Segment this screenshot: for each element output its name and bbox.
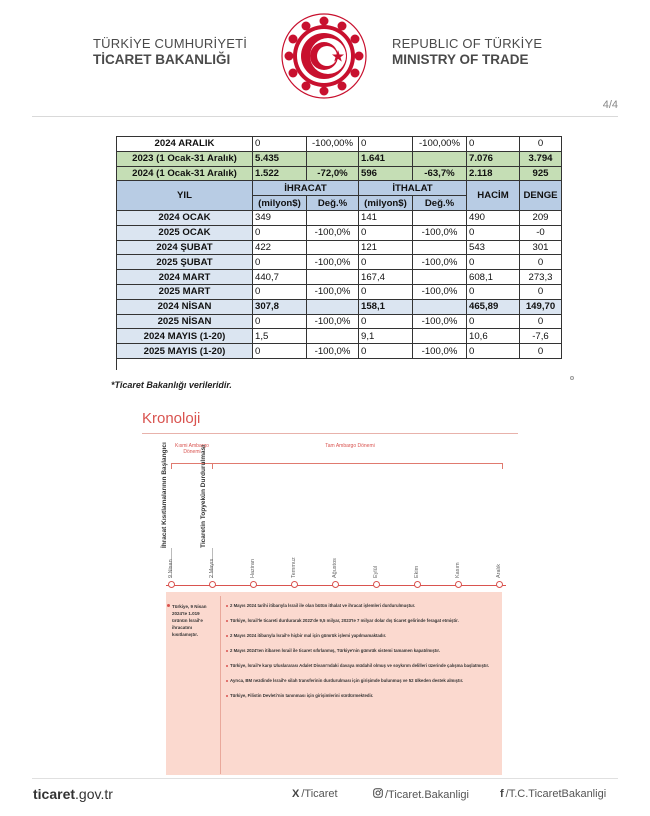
cell-import-change [413,151,467,166]
table-row [117,225,562,240]
cell-volume: 0 [467,314,520,329]
chronology-item: Türkiye, İsrail'e karşı Uluslararası Adalet Divanı'ndaki davaya müdahil olmuş ve soykırım delilleri üzerinde çalışma başlatmıştır. [226,662,496,670]
row-label: 2024 ARALIK [117,137,253,152]
event-export-restrictions: İhracat Kısıtlamalarının Başlangıcı [161,442,168,548]
x-handle: /Ticaret [301,788,338,800]
cell-volume: 2.118 [467,166,520,181]
cell-volume: 543 [467,240,520,255]
table-row [117,344,562,359]
table-row [117,166,562,181]
timeline-dot [250,581,257,588]
header-left [93,36,253,68]
page-number: 4/4 [602,99,618,111]
cell-volume: 10,6 [467,329,520,344]
cell-balance: 0 [520,344,562,359]
row-label: 2024 MAYIS (1-20) [117,329,253,344]
header-left-line2: TİCARET BAKANLIĞI [93,52,231,67]
instagram-icon [373,788,383,801]
website-bold: ticaret [33,786,76,802]
subheader-import-million: (milyon$) [359,196,413,211]
cell-export: 0 [253,314,307,329]
timeline-dot [496,581,503,588]
cell-export: 0 [253,225,307,240]
chronology-item: 2 Mayıs 2024 tarihi itibarıyla İsrail ile olan bütün ithalat ve ihracat işlemleri durdurulmuştur. [226,602,496,610]
trade-table [116,136,562,370]
cell-export: 307,8 [253,299,307,314]
cell-balance: 209 [520,210,562,225]
cell-import: 0 [359,255,413,270]
row-label: 2025 NİSAN [117,314,253,329]
cell-export: 1,5 [253,329,307,344]
cell-import: 0 [359,344,413,359]
cell-export-change [307,299,359,314]
cell-import: 596 [359,166,413,181]
cell-import: 121 [359,240,413,255]
row-label: 2025 MAYIS (1-20) [117,344,253,359]
table-row [117,151,562,166]
row-label: 2024 ŞUBAT [117,240,253,255]
cell-import: 167,4 [359,270,413,285]
footer-website[interactable] [33,786,113,802]
chronology-items [226,602,496,707]
timeline-dot [291,581,298,588]
month-label: Eylül [373,566,379,578]
cell-export: 0 [253,255,307,270]
table-row [117,329,562,344]
table-tail-row [117,358,562,370]
cell-export: 0 [253,344,307,359]
cell-volume: 608,1 [467,270,520,285]
cell-volume: 0 [467,255,520,270]
table-row [117,137,562,152]
phase-full-bracket [213,463,503,469]
table-row [117,314,562,329]
header-export: İHRACAT [253,181,359,196]
cell-import-change [413,270,467,285]
chronology-separator [220,596,221,774]
row-label: 2024 NİSAN [117,299,253,314]
month-label: Ekim [414,565,420,578]
header-year: YIL [117,181,253,211]
chronology-title: Kronoloji [142,410,201,427]
cell-export: 0 [253,284,307,299]
cell-import-change [413,329,467,344]
cell-export-change: -100,0% [307,284,359,299]
cell-balance: 0 [520,255,562,270]
cell-export-change: -100,00% [307,137,359,152]
cell-import: 0 [359,314,413,329]
cell-import-change: -100,00% [413,137,467,152]
chronology-item: Türkiye, Filistin Devleti'nin tanınması için girişimlerini sürdürmektedir. [226,692,496,700]
cell-export-change [307,210,359,225]
cell-export-change [307,240,359,255]
month-label: Temmuz [291,557,297,578]
cell-volume: 0 [467,284,520,299]
bullet-dot [167,604,170,607]
cell-import: 0 [359,284,413,299]
cell-export-change: -72,0% [307,166,359,181]
cell-export: 5.435 [253,151,307,166]
cell-import-change [413,240,467,255]
table-row [117,255,562,270]
footer-facebook-link[interactable] [500,788,606,800]
cell-volume: 0 [467,225,520,240]
cell-balance: 149,70 [520,299,562,314]
cell-export-change [307,151,359,166]
cell-import: 0 [359,137,413,152]
header-divider [32,116,618,117]
cell-import: 158,1 [359,299,413,314]
cell-import: 141 [359,210,413,225]
cell-import-change: -63,7% [413,166,467,181]
cell-volume: 490 [467,210,520,225]
row-label: 2023 (1 Ocak-31 Aralık) [117,151,253,166]
row-label: 2025 OCAK [117,225,253,240]
cell-export-change: -100,0% [307,344,359,359]
header-volume: HACİM [467,181,520,211]
header-import: İTHALAT [359,181,467,196]
cell-export: 1.522 [253,166,307,181]
cell-import-change [413,299,467,314]
empty-cell [253,358,562,370]
month-label: Aralık [496,563,502,578]
table-row [117,210,562,225]
month-label: Kasım [455,562,461,578]
x-icon: X [292,788,300,800]
timeline-dot [455,581,462,588]
subheader-import-change: Değ.% [413,196,467,211]
header-right-line2: MINISTRY OF TRADE [392,52,529,67]
phase-partial-embargo: Kısmi Ambargo Dönemi [175,443,209,455]
chronology-divider [142,433,518,434]
row-label: 2025 MART [117,284,253,299]
cell-import-change: -100,0% [413,344,467,359]
header-right-line1: REPUBLIC OF TÜRKİYE [392,36,543,51]
month-label: 2 Mayıs [209,558,215,578]
cell-balance: 3.794 [520,151,562,166]
cell-export-change: -100,0% [307,314,359,329]
chronology-left-text: Türkiye, 9 Nisan 2024'te 1.019 ürünün İsrail'e ihracatını kısıtlamıştır. [172,604,207,637]
cell-import: 9,1 [359,329,413,344]
cell-export-change: -100,0% [307,255,359,270]
table-row [117,270,562,285]
cell-volume: 7.076 [467,151,520,166]
cell-import: 1.641 [359,151,413,166]
phase-full-embargo: Tam Ambargo Dönemi [325,443,375,449]
row-label: 2024 (1 Ocak-31 Aralık) [117,166,253,181]
table-row [117,240,562,255]
cell-volume: 0 [467,137,520,152]
footer-divider [32,778,618,779]
cell-export: 349 [253,210,307,225]
row-label: 2024 OCAK [117,210,253,225]
cell-export: 440,7 [253,270,307,285]
header-right [392,36,562,68]
cell-balance: 925 [520,166,562,181]
month-label: 9 Nisan [168,559,174,578]
facebook-icon: f [500,788,504,800]
month-label: Haziran [250,559,256,578]
ministry-logo [280,12,368,100]
cell-import-change: -100,0% [413,284,467,299]
chronology-item: 2 Mayıs 2024 itibarıyla İsrail'e hiçbir mal için gümrük işlemi yapılmamaktadır. [226,632,496,640]
chronology-item: Ayrıca, BM nezdinde İsrail'e silah transferinin durdurulması için girişimde bulunmuş ve 52 ülkeden destek almıştır. [226,677,496,685]
cell-balance: -0 [520,225,562,240]
cell-import-change: -100,0% [413,225,467,240]
cell-export-change [307,270,359,285]
timeline-dot [414,581,421,588]
header-balance: DENGE [520,181,562,211]
instagram-handle: /Ticaret.Bakanligi [385,789,469,801]
timeline-dot [209,581,216,588]
cell-export-change [307,329,359,344]
subheader-export-million: (milyon$) [253,196,307,211]
cell-export-change: -100,0% [307,225,359,240]
table-row [117,284,562,299]
timeline-dot [373,581,380,588]
cell-import: 0 [359,225,413,240]
footer-x-link[interactable] [292,788,338,800]
cell-import-change: -100,0% [413,255,467,270]
cell-balance: -7,6 [520,329,562,344]
corner-mark [570,376,574,380]
table-row [117,299,562,314]
header-left-line1: TÜRKİYE CUMHURİYETİ [93,36,248,51]
cell-balance: 0 [520,314,562,329]
cell-export: 0 [253,137,307,152]
cell-volume: 465,89 [467,299,520,314]
source-note: *Ticaret Bakanlığı verileridir. [111,380,232,390]
timeline-dot [168,581,175,588]
footer-instagram-link[interactable] [373,788,469,801]
event-trade-halt: Ticaretin Topyekûn Durdurulması [200,444,207,548]
website-rest: .gov.tr [75,786,113,802]
chronology-item: 2 Mayıs 2024'ten itibaren İsrail ile ticaret sıfırlanmış, Türkiye'nin gümrük sistemi tamamen kapatılmıştır. [226,647,496,655]
empty-cell [117,358,253,370]
facebook-handle: /T.C.TicaretBakanligi [505,788,607,800]
cell-volume: 0 [467,344,520,359]
timeline-dot [332,581,339,588]
table-header-row [117,181,562,196]
cell-balance: 301 [520,240,562,255]
subheader-export-change: Değ.% [307,196,359,211]
chronology-item: Türkiye, İsrail'le ticareti durdurarak 2022'de 9,5 milyar, 2023'te 7 milyar dolar dış ticaret gelirinde feragat etmiştir. [226,617,496,625]
row-label: 2025 ŞUBAT [117,255,253,270]
cell-balance: 0 [520,137,562,152]
row-label: 2024 MART [117,270,253,285]
cell-balance: 0 [520,284,562,299]
cell-export: 422 [253,240,307,255]
cell-balance: 273,3 [520,270,562,285]
month-label: Ağustos [332,558,338,578]
cell-import-change: -100,0% [413,314,467,329]
cell-import-change [413,210,467,225]
